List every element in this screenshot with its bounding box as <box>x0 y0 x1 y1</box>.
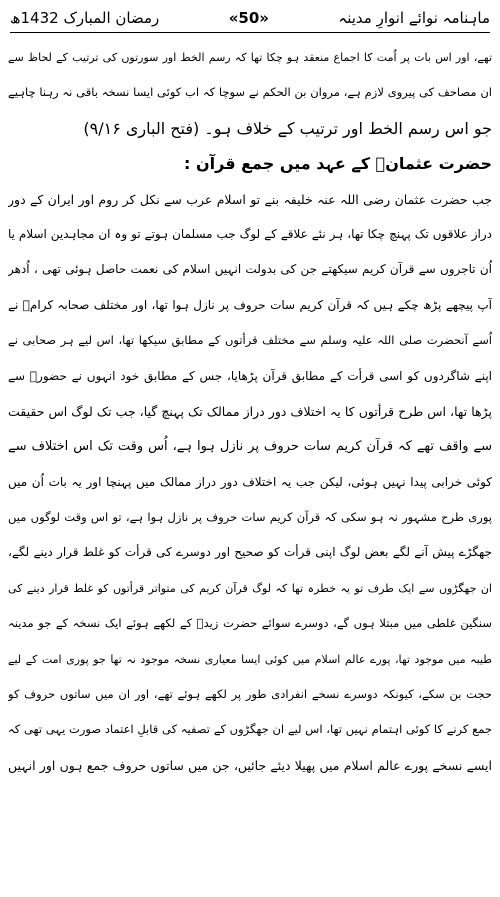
text-line: حجت بن سکے، کیونکہ دوسرے نسخے انفرادی طور پر لکھے ہوئے تھے، اور ان میں ساتوں حروف کو <box>8 687 492 702</box>
text-line: ایسے نسخے پورے عالم اسلام میں پھیلا دیئے جائیں، جن میں ساتوں حروف جمع ہوں اور انہیں <box>8 757 492 773</box>
text-line: جب حضرت عثمان رضی اللہ عنہ خلیفہ بنے تو اسلام عرب سے نکل کر روم اور ایران کے دور <box>8 191 492 207</box>
magazine-name: ماہنامہ نوائے انوارِ مدینہ <box>338 9 490 27</box>
text-line: ان مصاحف کی پیروی لازم ہے، مروان بن الحکم نے سوچا کہ اب کوئی ایسا نسخہ باقی نہ رہنا چاہیے <box>8 85 492 100</box>
header-divider <box>10 32 490 33</box>
text-line: سنگین غلطی میں مبتلا ہوں گے، دوسرے سوائے حضرت زیدؓ کے لکھے ہوئے ایک نسخہ کے جو مدینہ <box>8 616 492 631</box>
text-line: اُسے آنحضرت صلی اللہ علیہ وسلم سے مختلف قرأتوں کے مطابق سیکھا تھا، اس لیے ہر صحابی نے <box>8 333 492 348</box>
text-line: اُن تاجروں سے قرآن کریم سیکھتے جن کی بدولت انہیں اسلام کی نعمت حاصل ہوئی تھی ، اُدھر <box>8 262 492 277</box>
text-line: کوئی خرابی پیدا نہیں ہوئی، لیکن جب یہ اختلاف دور دراز ممالک میں پہنچا اور یہ بات اُن میں <box>8 474 492 489</box>
text-line: جھگڑے پیش آنے لگے بعض لوگ اپنی قرأت کو صحیح اور دوسرے کی قرأت کو غلط قرار دینے لگے، <box>8 545 492 560</box>
text-line: جمع کرنے کا کوئی اہتمام نہیں تھا، اس لیے ان جھگڑوں کے تصفیہ کی قابلِ اعتماد صورت یہی تھی کہ <box>8 722 492 737</box>
text-line: پڑھا تھا، اس طرح قرأتوں کا یہ اختلاف دور دراز ممالک تک پہنچ گیا، جب تک لوگ اس حقیقت <box>8 403 492 419</box>
issue-date: رمضان المبارک 1432ھ <box>10 9 160 27</box>
text-line: دراز علاقوں تک پہنچ چکا تھا، ہر نئے علاقے کے لوگ جب مسلمان ہوتے تو وہ ان مجاہدین اسلام یا <box>8 226 492 241</box>
text-line: پوری طرح مشہور نہ ہو سکی کہ قرآن کریم سات حروف پر نازل ہوا ہے، تو اس وقت لوگوں میں <box>8 510 492 525</box>
text-line: طیبہ میں موجود تھا، پورے عالم اسلام میں کوئی ایسا معیاری نسخہ موجود نہ تھا جو پوری امت کے لیے <box>8 652 492 666</box>
section-heading: حضرت عثمانؓ کے عہد میں جمع قرآن : <box>184 154 492 174</box>
text-line: تھے، اور اس بات پر اُمت کا اجماع منعقد ہو چکا تھا کہ رسم الخط اور سورتوں کی ترتیب کے لحاظ سے <box>8 51 492 64</box>
text-line: ان جھگڑوں سے ایک طرف تو یہ خطرہ تھا کہ لوگ قرآن کریم کی متواتر قرأتوں کو غلط قرار دینے کی <box>8 581 492 595</box>
page-header <box>10 4 490 32</box>
page-number: «50» <box>228 9 269 27</box>
page-number-value: 50 <box>238 9 260 27</box>
text-line: سے واقف تھے کہ قرآن کریم سات حروف پر نازل ہوا ہے، اُس وقت تک اس اختلاف سے <box>8 439 492 455</box>
text-line: اپنے شاگردوں کو اسی قرأت کے مطابق قرآن پڑھایا، جس کے مطابق خود انہوں نے حضورؐ سے <box>8 368 492 383</box>
text-line: جو اس رسم الخط اور ترتیب کے خلاف ہو۔ (فتح الباری ۹/۱۶) <box>83 118 492 138</box>
article-body <box>8 40 492 783</box>
text-line: آپ پیچھے پڑھ چکے ہیں کہ قرآن کریم سات حروف پر نازل ہوا تھا، اور مختلف صحابہ کرامؓ نے <box>8 297 492 312</box>
